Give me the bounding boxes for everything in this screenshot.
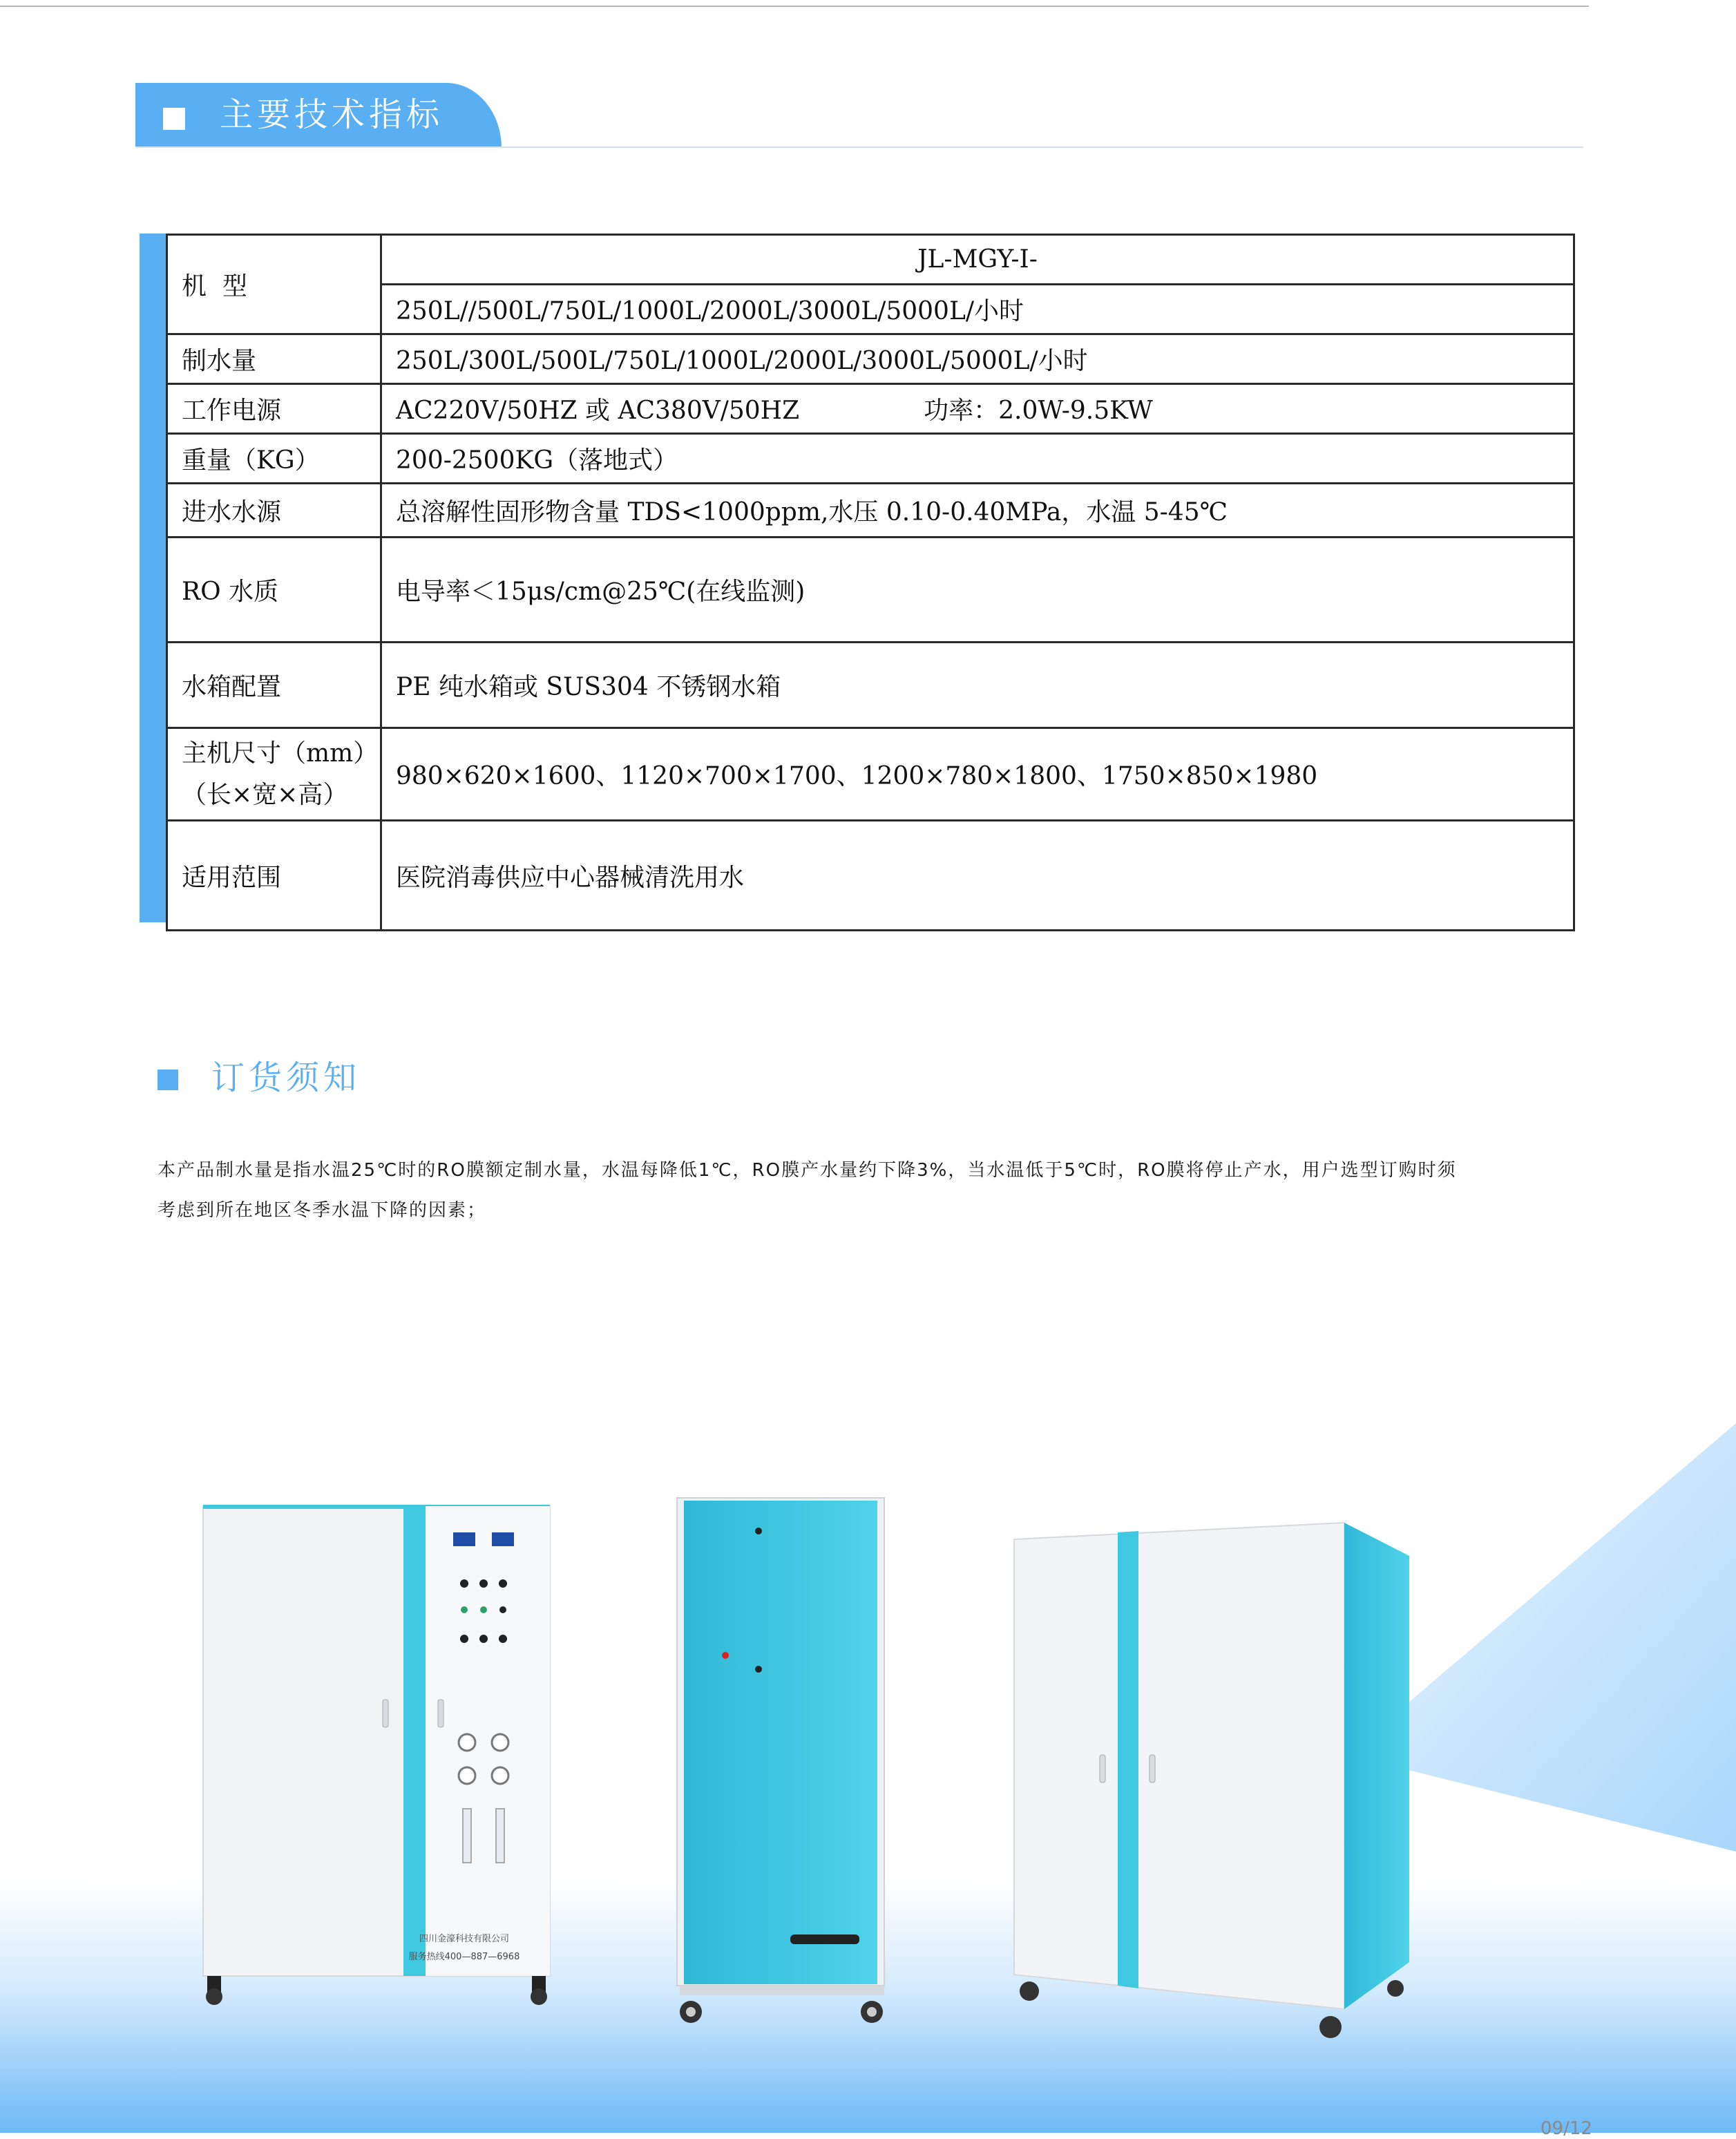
- table-row: [167, 484, 1574, 538]
- model-code: JL-MGY-I-: [381, 235, 1574, 285]
- product-illustration: [0, 1409, 1736, 2133]
- spec-table: [166, 234, 1575, 931]
- section-underline: [135, 146, 1583, 148]
- service-hotline: 服务热线400—887—6968: [408, 1952, 520, 1962]
- row-value: 总溶解性固形物含量 TDS<1000ppm,水压 0.10-0.40MPa，水温 5-45℃: [381, 484, 1574, 538]
- model-label: 机 型: [167, 235, 381, 334]
- section2-title: 订货须知: [211, 1058, 361, 1097]
- row-label: 适用范围: [167, 821, 381, 931]
- dimensions-label: 主机尺寸（mm）: [182, 739, 379, 768]
- row-label: 工作电源: [167, 384, 381, 434]
- row-value: 200-2500KG（落地式）: [381, 434, 1574, 484]
- table-row: [167, 821, 1574, 931]
- table-row: [167, 728, 1574, 821]
- dimensions-sublabel: （长×宽×高）: [182, 780, 348, 809]
- row-label-dimensions: [167, 728, 381, 821]
- company-name: 四川金濠科技有限公司: [419, 1934, 510, 1944]
- table-row: [167, 643, 1574, 728]
- machine-side: [677, 1498, 884, 2023]
- table-row: [167, 334, 1574, 384]
- section-title: 主要技术指标: [220, 95, 444, 134]
- table-row: [167, 538, 1574, 643]
- row-value: PE 纯水箱或 SUS304 不锈钢水箱: [381, 643, 1574, 728]
- section-bullet-icon: [163, 108, 185, 130]
- row-label: 进水水源: [167, 484, 381, 538]
- top-rule: [0, 6, 1589, 7]
- table-accent-bar: [140, 234, 167, 922]
- product-image: [0, 1409, 1736, 2133]
- table-row: [167, 235, 1574, 285]
- row-value: 医院消毒供应中心器械清洗用水: [381, 821, 1574, 931]
- row-value: 250L/300L/500L/750L/1000L/2000L/3000L/5000L/小时: [381, 334, 1574, 384]
- row-value-power-source: [381, 384, 1574, 434]
- row-value: 980×620×1600、1120×700×1700、1200×780×1800、1750×850×1980: [381, 728, 1574, 821]
- power-rating: 功率：2.0W-9.5KW: [924, 397, 1153, 425]
- row-value: 电导率＜15μs/cm@25℃(在线监测): [381, 538, 1574, 643]
- table-row: [167, 384, 1574, 434]
- power-source: AC220V/50HZ 或 AC380V/50HZ: [396, 397, 800, 425]
- machine-perspective: [1014, 1523, 1409, 2038]
- row-label: 重量（KG）: [167, 434, 381, 484]
- section2-bullet-icon: [158, 1070, 178, 1090]
- notice-line: 考虑到所在地区冬季水温下降的因素；: [158, 1200, 487, 1221]
- notice-line: 本产品制水量是指水温25℃时的RO膜额定制水量，水温每降低1℃，RO膜产水量约下降3%，当水温低于5℃时，RO膜将停止产水，用户选型订购时须: [158, 1160, 1457, 1181]
- row-label: 制水量: [167, 334, 381, 384]
- model-capacities: 250L//500L/750L/1000L/2000L/3000L/5000L/小时: [381, 285, 1574, 334]
- machine-front: [203, 1505, 550, 2005]
- page-number: 09/12: [1541, 2118, 1592, 2139]
- row-label: RO 水质: [167, 538, 381, 643]
- table-row: [167, 434, 1574, 484]
- order-notice: [158, 1150, 1581, 1230]
- row-label: 水箱配置: [167, 643, 381, 728]
